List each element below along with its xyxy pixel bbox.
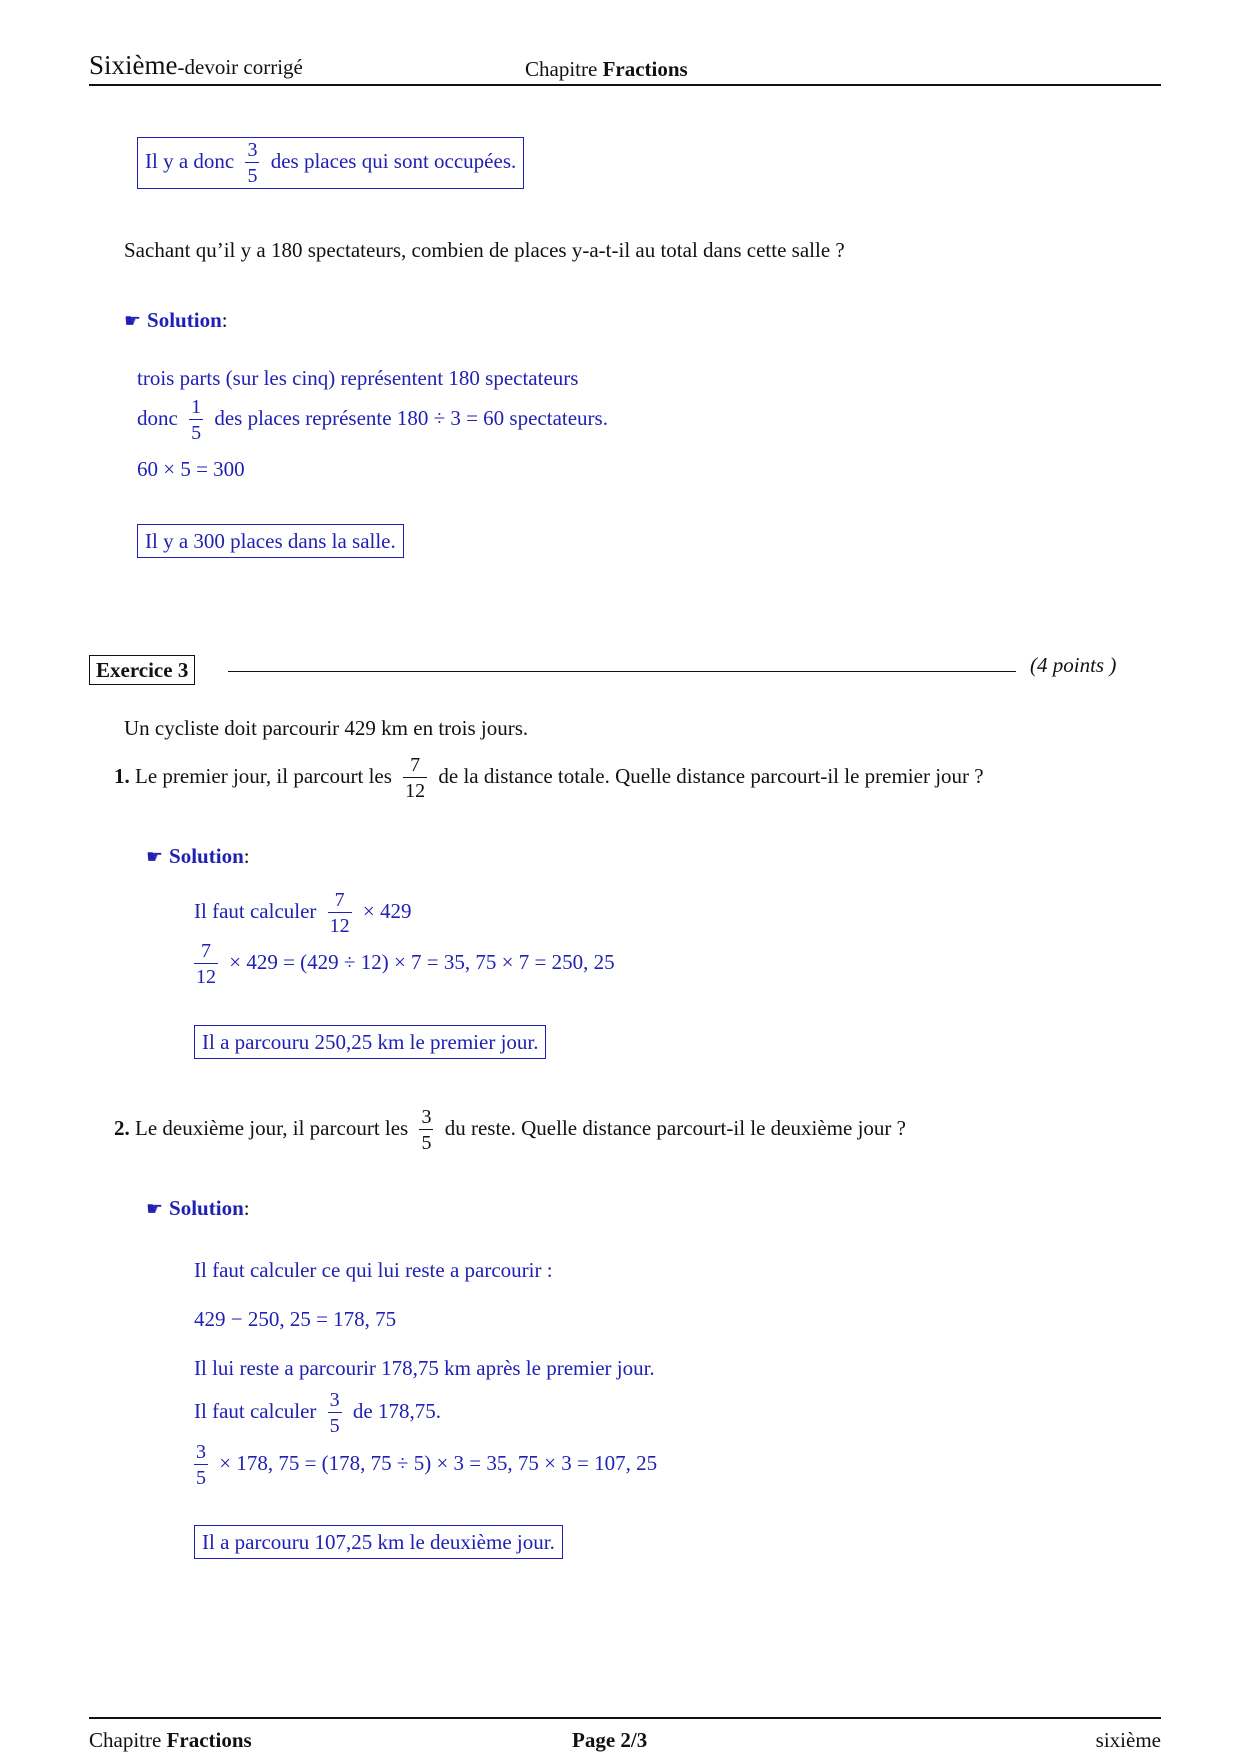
- header-chapter: Chapitre Fractions: [525, 57, 688, 81]
- solution-line: Il lui reste a parcourir 178,75 km après le premier jour.: [194, 1356, 655, 1380]
- fraction: $\frac{3}{5}$: [247, 139, 258, 187]
- fraction: $\frac{3}{5}$: [196, 1441, 206, 1489]
- solution-line: Il faut calculer $\frac{3}{5}$ de 178,75.: [194, 1389, 441, 1437]
- footer-chapter: Chapitre Fractions: [89, 1728, 252, 1752]
- header-title: [89, 50, 303, 81]
- pointing-hand-icon: ☛: [146, 1199, 164, 1220]
- solution-line: 429 − 250, 25 = 178, 75: [194, 1307, 397, 1331]
- fraction: $\frac{1}{5}$: [191, 396, 202, 444]
- solution-heading: ☛ Solution:: [146, 844, 250, 868]
- footer-rule: [89, 1717, 1161, 1719]
- conclusion-box: Il a parcouru 107,25 km le deuxième jour.: [194, 1525, 563, 1559]
- solution-line: Il faut calculer $\frac{7}{12}$ × 429: [194, 889, 412, 937]
- fraction: $\frac{3}{5}$: [421, 1106, 432, 1154]
- exercise-intro: Un cycliste doit parcourir 429 km en trois jours.: [124, 716, 529, 740]
- footer-chapter-name: Fractions: [166, 1728, 252, 1752]
- solution-line: trois parts (sur les cinq) représentent 180 spectateurs: [137, 366, 579, 390]
- question-1: 1. Le premier jour, il parcourt les $\frac{7}{12}$ de la distance totale. Quelle distance parcourt-il le premier jour ?: [114, 754, 984, 802]
- question-2: 2. Le deuxième jour, il parcourt les $\frac{3}{5}$ du reste. Quelle distance parcourt-il le deuxième jour ?: [114, 1106, 906, 1154]
- fraction: $\frac{3}{5}$: [329, 1389, 340, 1437]
- exercise-title: Exercice 3: [89, 655, 195, 685]
- header-title-small: -devoir corrigé: [177, 55, 303, 79]
- footer-level: sixième: [1095, 1728, 1161, 1752]
- conclusion-box-fraction: Il y a donc $\frac{3}{5}$ des places qui sont occupées.: [137, 137, 524, 189]
- header-rule: [89, 84, 1161, 86]
- question-total-places: Sachant qu’il y a 180 spectateurs, combien de places y-a-t-il au total dans cette salle ?: [124, 238, 845, 262]
- solution-heading: ☛ Solution:: [124, 308, 228, 332]
- solution-line: $\frac{3}{5}$ × 178, 75 = (178, 75 ÷ 5) × 3 = 35, 75 × 3 = 107, 25: [196, 1441, 658, 1489]
- exercise-rule: [228, 671, 1016, 672]
- solution-line: Il faut calculer ce qui lui reste a parcourir :: [194, 1258, 553, 1282]
- pointing-hand-icon: ☛: [146, 847, 164, 868]
- solution-line: $\frac{7}{12}$ × 429 = (429 ÷ 12) × 7 = 35, 75 × 7 = 250, 25: [196, 940, 615, 988]
- pointing-hand-icon: ☛: [124, 311, 142, 332]
- exercise-points: (4 points ): [1030, 653, 1117, 677]
- header-title-big: Sixième: [89, 50, 178, 80]
- conclusion-box: Il y a 300 places dans la salle.: [137, 524, 404, 558]
- solution-line: donc $\frac{1}{5}$ des places représente 180 ÷ 3 = 60 spectateurs.: [137, 396, 608, 444]
- fraction: $\frac{7}{12}$: [405, 754, 426, 802]
- conclusion-box: Il a parcouru 250,25 km le premier jour.: [194, 1025, 546, 1059]
- fraction: $\frac{7}{12}$: [329, 889, 350, 937]
- header-chapter-name: Fractions: [602, 57, 688, 81]
- solution-line: 60 × 5 = 300: [137, 457, 245, 481]
- fraction: $\frac{7}{12}$: [196, 940, 216, 988]
- footer-page-number: Page 2/3: [572, 1728, 648, 1752]
- solution-heading: ☛ Solution:: [146, 1196, 250, 1220]
